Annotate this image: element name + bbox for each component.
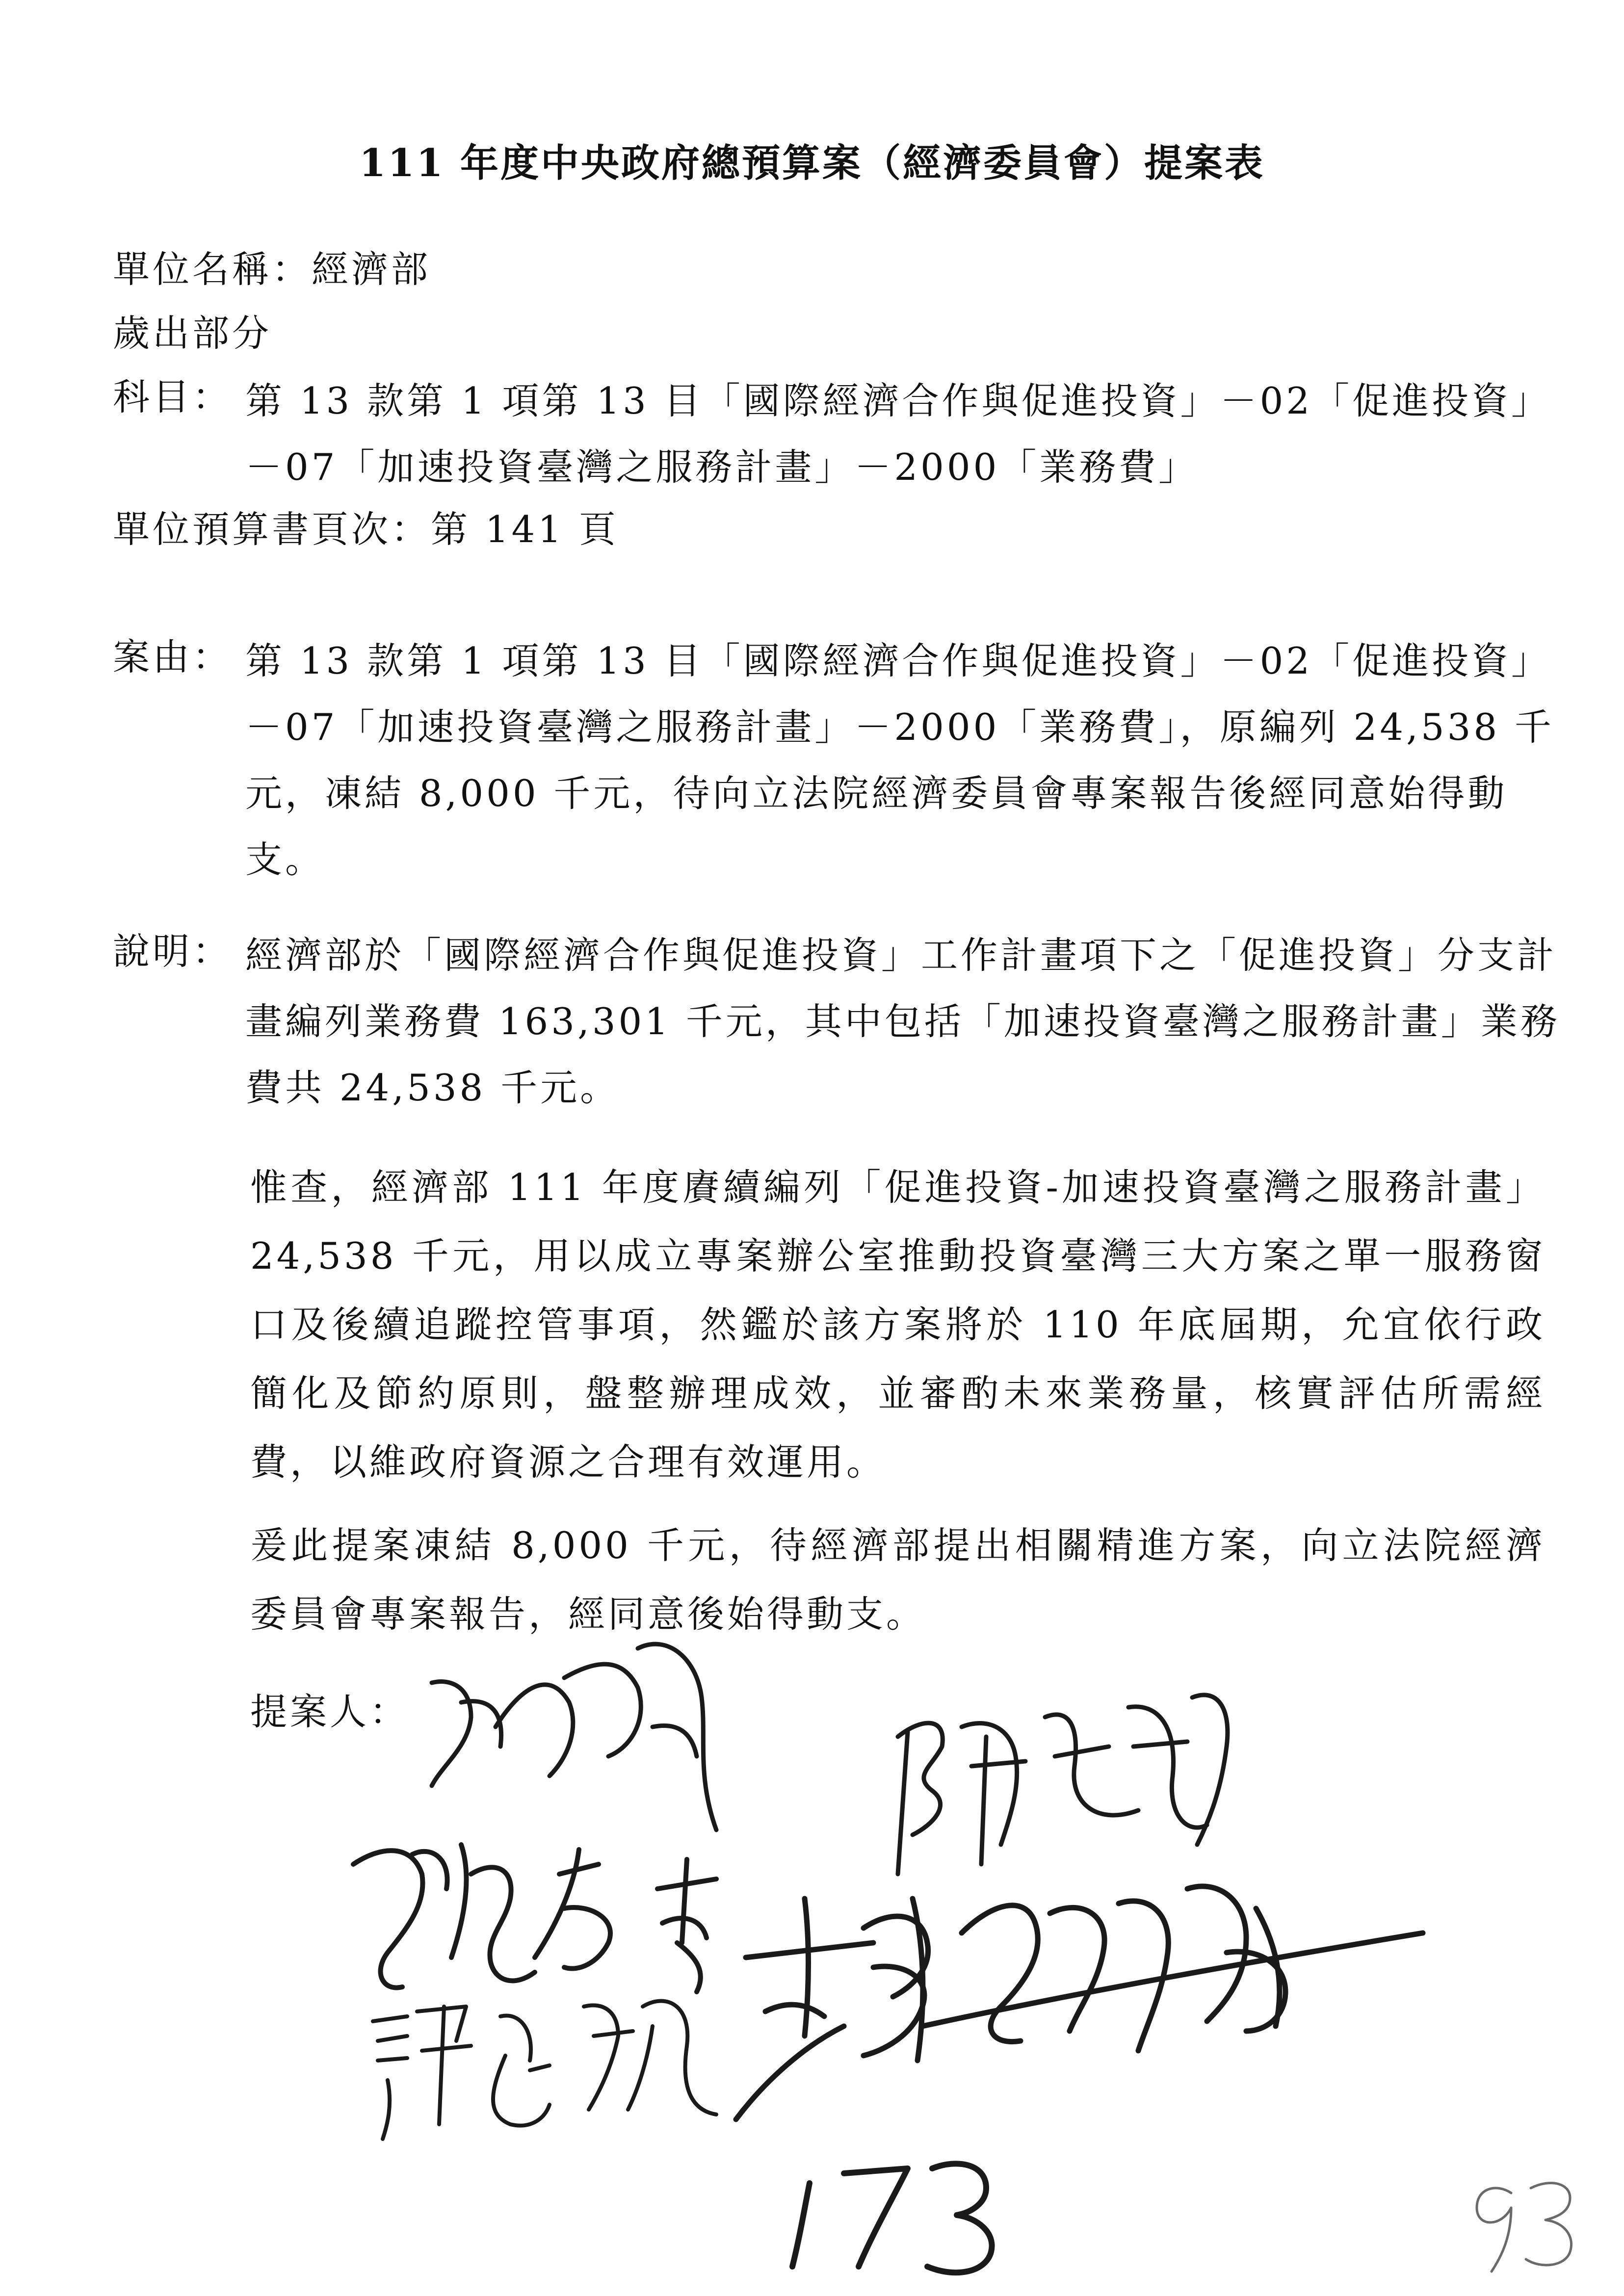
case-text: 第 13 款第 1 項第 13 目「國際經濟合作與促進投資」－02「促進投資」－07「加速投資臺灣之服務計畫」－2000「業務費」，原編列 24,538 千元，凍結 8,000 千元，待向立法院經濟委員會專案報告後經同意始得動支。: [245, 639, 1554, 881]
section-line: 歲出部分: [113, 312, 272, 355]
page-ref-line: 單位預算書頁次：第 141 頁: [113, 508, 619, 551]
signature-5: [736, 1886, 1423, 2119]
signature-2: [898, 1695, 1228, 1874]
handwritten-corner-number: [1477, 2183, 1572, 2271]
subject-line-1: 第 13 款第 1 項第 13 目「國際經濟合作與促進投資」－02「促進投資」: [245, 379, 1551, 422]
document-title: 111 年度中央政府總預算案（經濟委員會）提案表: [359, 141, 1265, 185]
signature-4: [373, 2001, 716, 2139]
unit-line: 單位名稱：經濟部: [113, 248, 431, 291]
subject-label: 科目：: [113, 375, 233, 418]
explanation-paragraph-2: 惟查，經濟部 111 年度賡續編列「促進投資-加速投資臺灣之服務計畫」24,538 千元，用以成立專案辦公室推動投資臺灣三大方案之單一服務窗口及後續追蹤控管事項，然鑑於該方案將於 110 年底屆期，允宜依行政簡化及節約原則，盤整辦理成效，並審酌未來業務量，核實評估所需經費，以維政府資源之合理有效運用。: [250, 1166, 1545, 1484]
explanation-label: 說明：: [113, 930, 233, 973]
explanation-paragraph-3: 爰此提案凍結 8,000 千元，待經濟部提出相關精進方案，向立法院經濟委員會專案報告，經同意後始得動支。: [250, 1524, 1545, 1636]
signature-1: [432, 1644, 716, 1830]
proposer-label: 提案人：: [250, 1690, 410, 1733]
signature-3: [353, 1845, 716, 1992]
handwritten-page-number: [792, 2164, 992, 2272]
case-label: 案由：: [113, 635, 233, 678]
explanation-paragraph-1: 經濟部於「國際經濟合作與促進投資」工作計畫項下之「促進投資」分支計畫編列業務費 163,301 千元，其中包括「加速投資臺灣之服務計畫」業務費共 24,538 千元。: [245, 934, 1560, 1109]
subject-line-2: －07「加速投資臺灣之服務計畫」－2000「業務費」: [245, 445, 1199, 489]
